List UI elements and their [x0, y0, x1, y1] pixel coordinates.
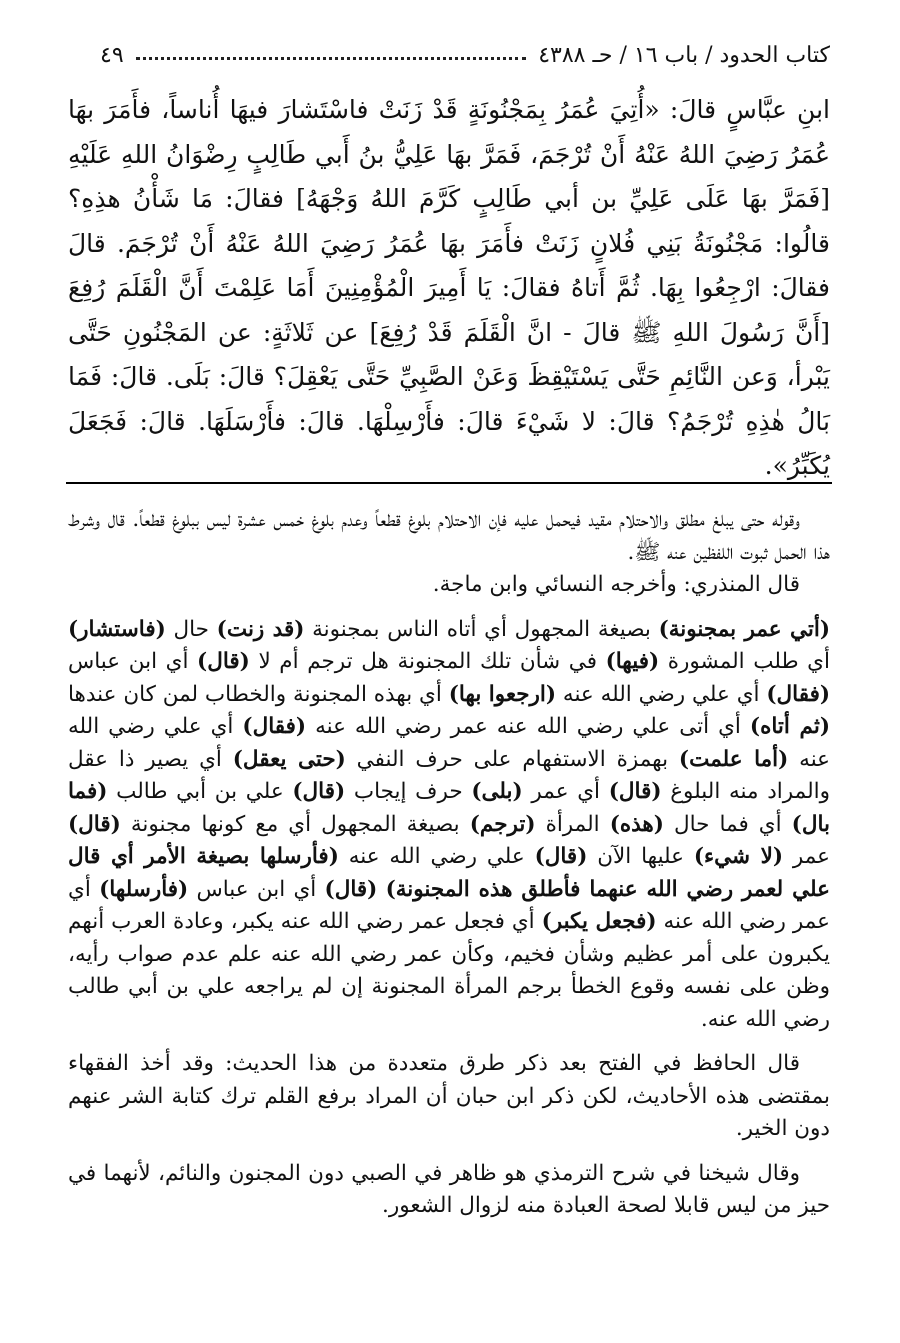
commentary-keyword: (أتي عمر بمجنونة)	[658, 616, 831, 642]
commentary-keyword: (هذه)	[609, 811, 664, 837]
commentary-keyword: (قال)	[534, 844, 588, 869]
commentary-keyword: (قد زنت)	[216, 616, 305, 642]
commentary-keyword: (ارجعوا بها)	[448, 681, 557, 707]
commentary-keyword: (قال)	[197, 649, 250, 674]
commentary-keyword: (حتى يعقل)	[232, 746, 346, 772]
commentary-paragraph-2: قال المنذري: وأخرجه النسائي وابن ماجة.	[432, 572, 800, 597]
commentary-keyword: (قال)	[608, 779, 662, 804]
commentary-keyword: (أما علمت)	[678, 746, 789, 772]
commentary-paragraph-3: (أتي عمر بمجنونة) بصيغة المجهول أي أتاه الناس بمجنونة (قد زنت) حال (فاستشار) أي طلب المشورة (فيها) في شأن تلك المجنونة هل ترجم أم لا (قال) أي ابن عباس (فقال) أي علي رضي الله عنه (ارجعوا بها) أي بهذه المجنونة والخطاب لمن كان عندها (ثم أتاه) أي أتى علي رضي الله عنه عمر رضي الله عنه (فقال) أي علي رضي الله عنه (أما علمت) بهمزة الاستفهام على حرف النفي (حتى يعقل) أي يصير ذا عقل والمراد منه البلوغ (قال) أي عمر (بلى) حرف إيجاب (قال) علي بن أبي طالب (فما بال) أي فما حال (هذه) المرأة (ترجم) بصيغة المجهول أي مع كونها مجنونة (قال) عمر (لا شيء) عليها الآن (قال) علي رضي الله عنه (فأرسلها بصيغة الأمر أي قال علي لعمر رضي الله عنهما فأطلق هذه المجنونة) (قال) أي ابن عباس (فأرسلها) أي عمر رضي الله عنه (فجعل يكبر) أي فجعل عمر رضي الله عنه يكبر، وعادة العرب أنهم يكبرون على أمر عظيم وشأن فخيم، وكأن عمر رضي الله عنه علم عدم صواب رأيه، وظن على نفسه وقوع الخطأ برجم المرأة المجنونة إن لم يراجعه علي بن أبي طالب رضي الله عنه.	[68, 616, 831, 1032]
commentary-keyword: (قال)	[324, 876, 378, 902]
commentary-keyword: (لا شيء)	[693, 844, 784, 869]
commentary-keyword: (فأرسلها)	[99, 876, 189, 902]
commentary-keyword: (فجعل يكبر)	[541, 909, 657, 934]
commentary-keyword: (بلى)	[471, 779, 523, 804]
commentary-paragraph-1: وقوله حتى يبلغ مطلق والاحتلام مقيد فيحمل عليه فإن الاحتلام بلوغ قطعاً وعدم بلوغ خمس عشرة ليس ببلوغ قطعاً. قال وشرط هذا الحمل ثبوت اللفظين عنه ﷺ.	[68, 507, 830, 565]
commentary-keyword: (فقال)	[766, 681, 831, 707]
commentary-keyword: (فاستشار)	[68, 616, 166, 642]
commentary-keyword: (قال)	[292, 779, 346, 804]
page-number: ٤٩	[100, 43, 124, 68]
commentary-keyword: (قال)	[68, 811, 121, 837]
commentary-paragraph-5: وقال شيخنا في شرح الترمذي هو ظاهر في الصبي دون المجنون والنائم، لأنهما في حيز من ليس قابلا لصحة العبادة منه لزوال الشعور.	[68, 1160, 830, 1218]
commentary-keyword: (ثم أتاه)	[749, 714, 830, 739]
commentary-paragraph-4: قال الحافظ في الفتح بعد ذكر طرق متعددة من هذا الحديث: وقد أخذ الفقهاء بمقتضى هذه الأحاديث، لكن ذكر ابن حبان أن المراد برفع القلم ترك كتابة الشر عنهم دون الخير.	[68, 1051, 830, 1141]
commentary-keyword: (ترجم)	[469, 811, 536, 837]
commentary-text	[68, 504, 830, 1223]
hadith-paragraph: ابنِ عبَّاسٍ قالَ: «أُتِيَ عُمَرُ بِمَجْنُونَةٍ قَدْ زَنَتْ فاسْتَشارَ فيهَا أُناساً، فأَمَرَ بهَا عُمَرُ رَضِيَ اللهُ عَنْهُ أَنْ تُرْجَمَ، فَمَرَّ بهَا عَلِيُّ بنُ أَبي طَالِبٍ رِضْوَانُ اللهِ عَلَيْهِ [فَمَرَّ بهَا عَلَى عَلِيِّ بن أبي طَالِبٍ كَرَّمَ اللهُ وَجْهَهُ] فقالَ: مَا شَأْنُ هذِهِ؟ قالُوا: مَجْنُونَةُ بَنِي فُلانٍ زَنَتْ فأَمَرَ بهَا عُمَرُ رَضِيَ اللهُ عَنْهُ أَنْ تُرْجَمَ. قالَ فقالَ: ارْجِعُوا بِهَا. ثُمَّ أَتاهُ فقالَ: يَا أَمِيرَ الْمُؤْمِنِينَ أَمَا عَلِمْتَ أَنَّ الْقَلَمَ رُفِعَ [أَنَّ رَسُولَ اللهِ ﷺ قالَ - انَّ الْقَلَمَ قَدْ رُفِعَ] عن ثَلاثَةٍ: عن المَجْنُونِ حَتَّى يَبْرأ، وَعن النَّائِمِ حَتَّى يَسْتَيْقِظَ وَعَنْ الصَّبِيِّ حَتَّى يَعْقِلَ؟ قالَ: بَلَى. قالَ: فَمَا بَالُ هٰذِهِ تُرْجَمُ؟ قالَ: لا شَيْءَ قالَ: فأَرْسِلْهَا. قالَ: فأَرْسَلَهَا. قالَ: فَجَعَلَ يُكَبِّرُ».	[68, 95, 830, 480]
commentary-keyword: (فما بال)	[68, 779, 831, 837]
running-header	[100, 32, 830, 68]
header-title: كتاب الحدود / باب ١٦ / حـ ٤٣٨٨	[538, 43, 830, 68]
hadith-text	[68, 88, 830, 489]
commentary-keyword: (فيها)	[605, 649, 660, 674]
commentary-keyword: (فأرسلها بصيغة الأمر أي قال علي لعمر رضي الله عنهما فأطلق هذه المجنونة)	[68, 844, 830, 902]
separator-rule	[66, 482, 832, 484]
leader-dots	[136, 57, 527, 60]
commentary-keyword: (فقال)	[242, 714, 307, 739]
